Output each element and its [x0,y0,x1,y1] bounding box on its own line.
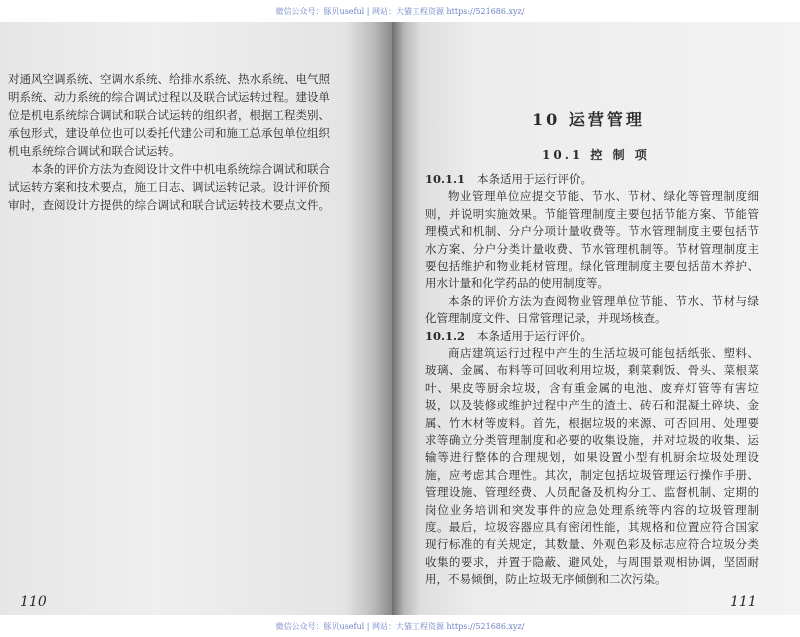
text-line: 属、竹木材等废料。首先，根据垃圾的来源、可否回用、处理要 [425,415,759,430]
text-line: 明系统、动力系统的综合调试过程以及联合试运转过程。建设单 [8,90,330,104]
clause-number: 10.1.1 [425,172,466,186]
text-line: 叶、果皮等厨余垃圾，含有重金属的电池、废弃灯管等有害垃 [425,380,759,395]
text-line: 用，不易倾倒，防止垃圾无序倾倒和二次污染。 [425,572,667,587]
text-line: 机电系统综合调试和联合试运转。 [8,144,181,158]
left-page [0,22,392,615]
text-line: 理模式和机制、分户分项计量收费等。节水管理制度主要包括节 [425,224,759,239]
text-line: 施，应考虑其合理性。其次，制定包括垃圾管理运行操作手册、 [425,467,759,482]
text-line: 承包形式，建设单位也可以委托代建公司和施工总承包单位组织 [8,126,330,140]
text-line: 物业管理单位应提交节能、节水、节材、绿化等管理制度细 [448,189,759,204]
page-number: 110 [20,594,47,610]
section-title: 10.1 控 制 项 [542,148,650,162]
clause-heading [425,329,759,344]
clause-heading [425,172,759,187]
text-line: 收集的要求，并置于隐蔽、避风处，与周围景观相协调，坚固耐 [425,554,759,569]
text-line: 化管理制度文件、日常管理记录，并现场核查。 [425,311,667,326]
clause-number: 10.1.2 [425,328,466,343]
text-line: 现行标准的有关规定，其数量、外观色彩及标志应符合垃圾分类 [425,537,759,552]
text-line: 水方案、分户分类计量收费、节水管理机制等。节材管理制度主 [425,241,759,256]
right-page [392,22,800,615]
text-line: 则，并说明实施效果。节能管理制度主要包括节能方案、节能管 [425,206,759,221]
page-number: 111 [730,594,757,610]
text-line: 度。最后，垃圾容器应具有密闭性能，其规格和位置应符合国家 [425,520,759,534]
clause-title: 本条适用于运行评价。 [477,172,593,186]
watermark-top: 微信公众号：豚贝useful | 网站：大猫工程资源 https://521686.xyz/ [275,7,525,16]
text-line: 要包括维护和物业耗材管理。绿化管理制度主要包括苗木养护、 [425,259,759,273]
text-line: 用水计量和化学药品的使用制度等。 [425,276,609,291]
watermark-bottom: 微信公众号：豚贝useful | 网站：大猫工程资源 https://521686.xyz/ [275,622,525,631]
text-line: 试运转方案和技术要点，施工日志、调试运转记录。设计评价预 [8,180,330,194]
text-line: 审时，查阅设计方提供的综合调试和联合试运转技术要点文件。 [8,198,330,212]
text-line: 求等确立分类管理制度和必要的收集设施，并对垃圾的收集、运 [425,433,759,447]
text-line: 圾，以及装修或维护过程中产生的渣土、砖石和混凝土碎块、金 [425,398,759,413]
clause-title: 本条适用于运行评价。 [477,328,593,343]
text-line: 对通风空调系统、空调水系统、给排水系统、热水系统、电气照 [8,72,330,86]
chapter-title: 10 运营管理 [532,110,645,129]
text-line: 位是机电系统综合调试和联合试运转的组织者，根据工程类别、 [8,108,330,122]
text-line: 本条的评价方法为查阅物业管理单位节能、节水、节材与绿 [448,293,759,308]
text-line: 岗位业务培训和突发事件的应急处理系统等内容的垃圾管理制 [425,502,759,517]
text-line: 管理设施、管理经费、人员配备及机构分工、监督机制、定期的 [425,485,759,500]
text-line: 商店建筑运行过程中产生的生活垃圾可能包括纸张、塑料、 [448,346,759,360]
text-line: 本条的评价方法为查阅设计文件中机电系统综合调试和联合 [31,162,330,176]
text-line: 玻璃、金属、布料等可回收利用垃圾，剩菜剩饭、骨头、菜根菜 [425,363,759,378]
text-line: 输等进行整体的合理规划，如果设置小型有机厨余垃圾处理设 [425,450,759,465]
